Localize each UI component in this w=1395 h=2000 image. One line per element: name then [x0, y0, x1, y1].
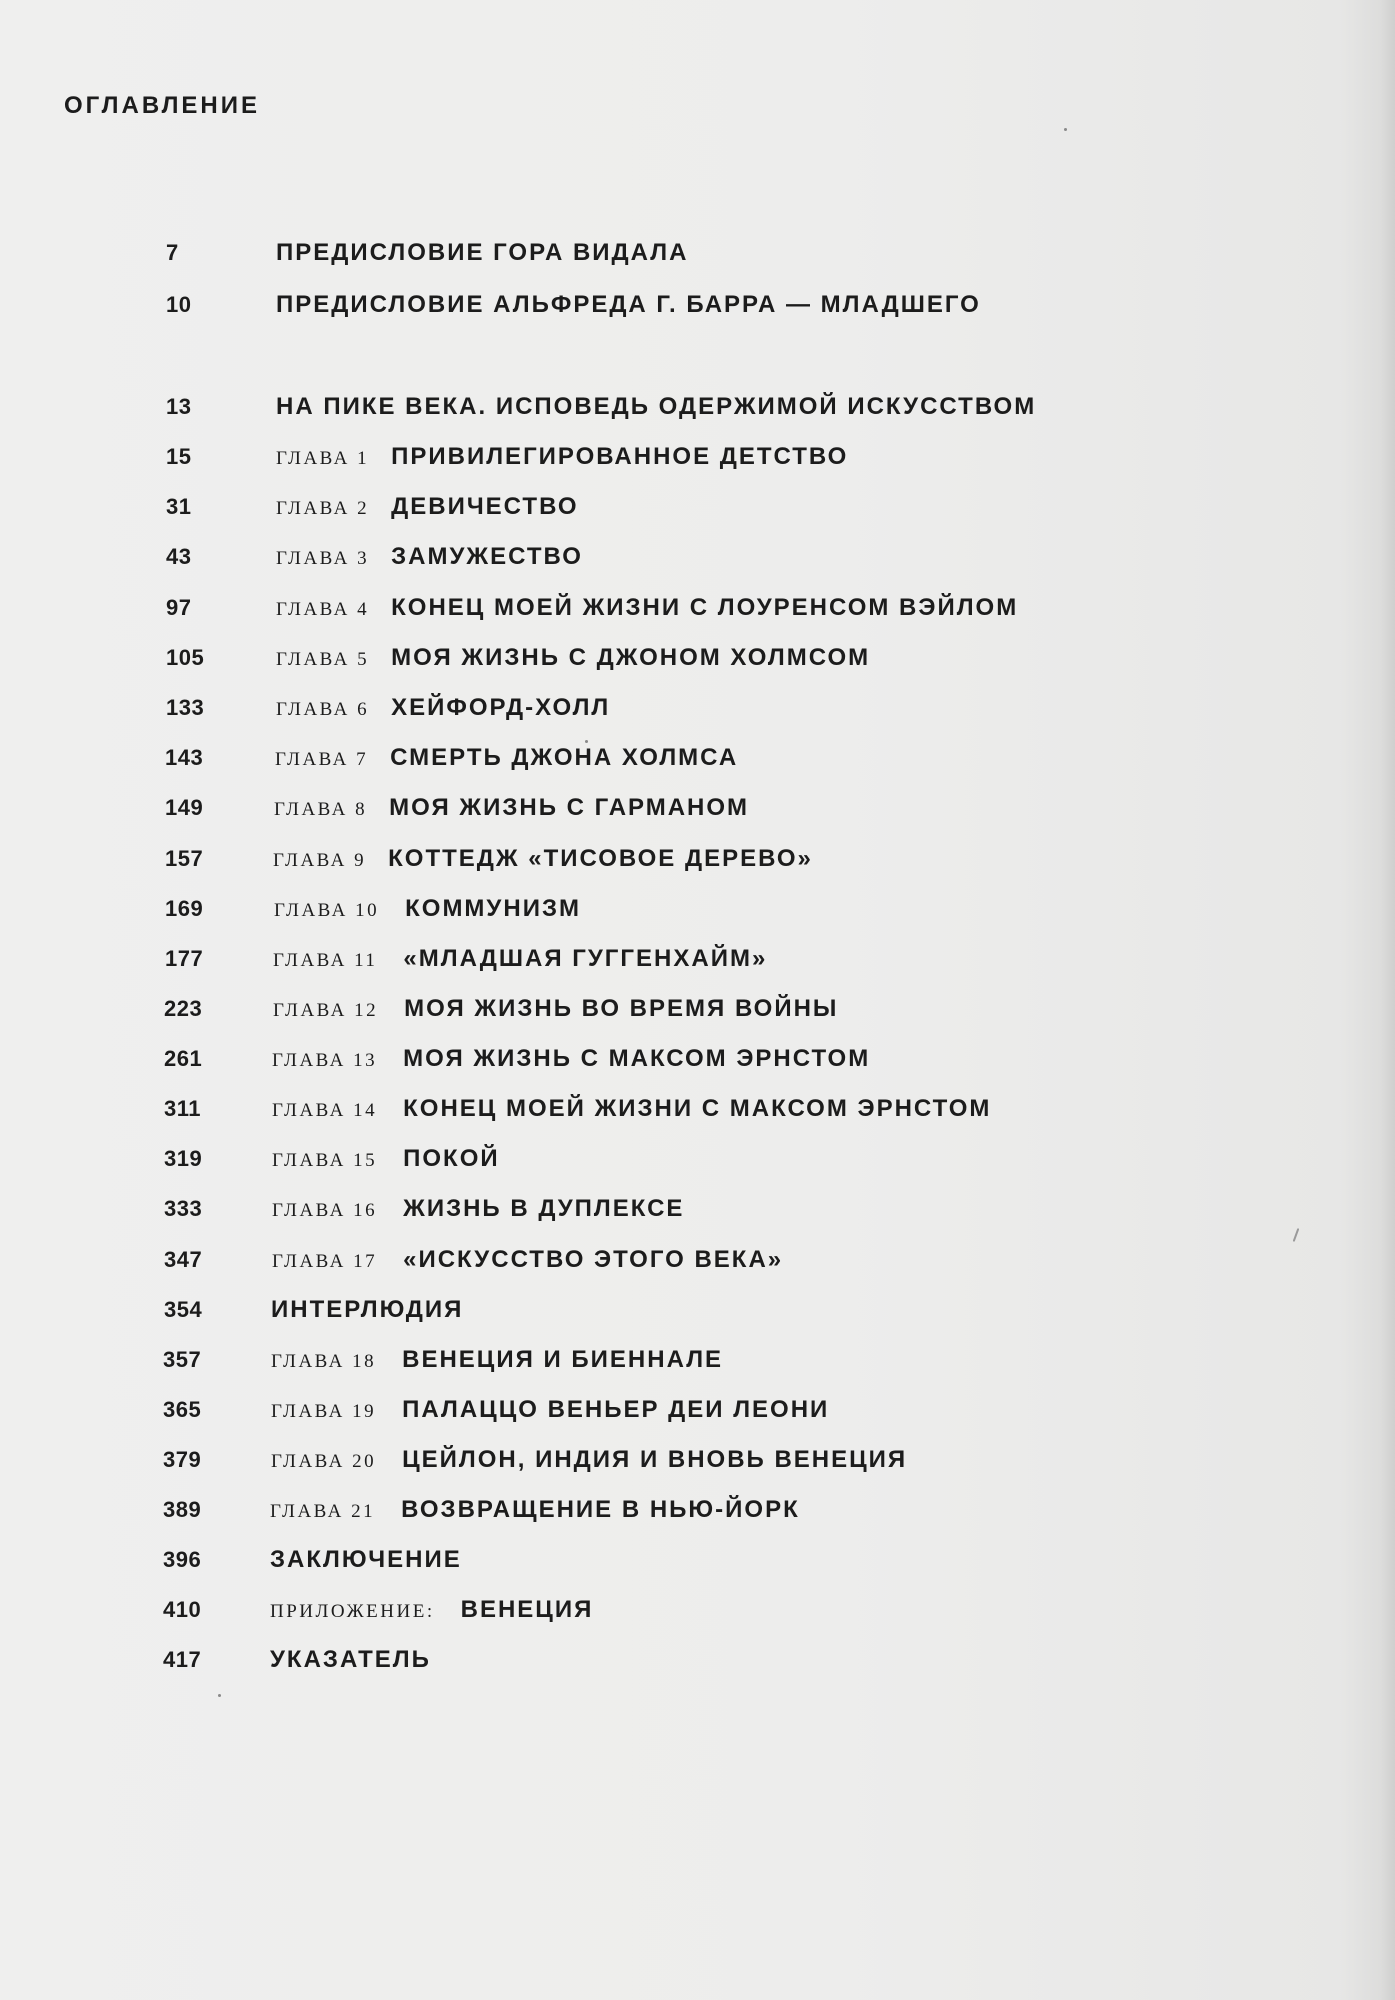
- toc-page-number: 177: [165, 946, 204, 971]
- toc-page-number: 311: [164, 1096, 201, 1121]
- toc-chapter-title: «ИСКУССТВО ЭТОГО ВЕКА»: [403, 1246, 784, 1273]
- toc-chapter-label: ГЛАВА 15: [272, 1150, 378, 1171]
- toc-title-block: [275, 741, 738, 778]
- toc-chapter-title: ЦЕЙЛОН, ИНДИЯ И ВНОВЬ ВЕНЕЦИЯ: [402, 1446, 908, 1473]
- toc-chapter-title: НА ПИКЕ ВЕКА. ИСПОВЕДЬ ОДЕРЖИМОЙ ИСКУССТВОМ: [276, 393, 1037, 420]
- toc-chapter-label: ГЛАВА 3: [276, 548, 370, 569]
- toc-chapter-title: ВЕНЕЦИЯ: [460, 1596, 594, 1623]
- toc-title-block: [271, 1393, 829, 1430]
- toc-page-number: 13: [166, 394, 192, 419]
- toc-chapter-title: ВЕНЕЦИЯ И БИЕННАЛЕ: [402, 1346, 724, 1373]
- toc-title-block: [276, 440, 848, 477]
- toc-chapter-label: ГЛАВА 17: [272, 1251, 378, 1272]
- toc-chapter-title: ПРЕДИСЛОВИЕ АЛЬФРЕДА Г. БАРРА — МЛАДШЕГО: [276, 291, 981, 318]
- toc-chapter-label: ГЛАВА 13: [272, 1050, 378, 1071]
- toc-title-block: [276, 641, 870, 678]
- toc-title-block: [270, 1493, 800, 1530]
- toc-chapter-label: ГЛАВА 6: [276, 699, 370, 720]
- toc-title-block: [272, 1243, 783, 1280]
- toc-title-block: [271, 1293, 463, 1330]
- toc-chapter-label: ГЛАВА 16: [272, 1200, 378, 1221]
- toc-title-block: [274, 791, 749, 828]
- toc-chapter-label: ГЛАВА 8: [274, 799, 368, 820]
- toc-chapter-label: ГЛАВА 5: [276, 649, 370, 670]
- toc-page-number: 169: [165, 896, 204, 921]
- toc-page-number: 354: [164, 1297, 203, 1322]
- toc-title-block: [272, 1192, 684, 1229]
- toc-chapter-title: КОНЕЦ МОЕЙ ЖИЗНИ С МАКСОМ ЭРНСТОМ: [403, 1095, 992, 1122]
- toc-chapter-label: ГЛАВА 7: [275, 749, 369, 770]
- toc-chapter-title: ЖИЗНЬ В ДУПЛЕКСЕ: [403, 1195, 685, 1222]
- toc-title-block: [272, 1142, 500, 1179]
- toc-page-number: 31: [166, 494, 192, 519]
- toc-page-number: 105: [166, 645, 205, 670]
- toc-page-number: 379: [163, 1447, 202, 1472]
- toc-title-block: [276, 490, 578, 527]
- toc-title-block: [276, 288, 981, 325]
- toc-page-number: 43: [166, 544, 192, 569]
- toc-page-number: 157: [165, 846, 204, 871]
- toc-page-number: 396: [163, 1547, 202, 1572]
- toc-page-number: 7: [166, 240, 179, 265]
- toc-chapter-label: ГЛАВА 11: [273, 950, 378, 971]
- toc-title-block: [276, 540, 583, 577]
- toc-page-number: 143: [165, 745, 204, 770]
- toc-chapter-label: ГЛАВА 19: [271, 1401, 377, 1422]
- toc-chapter-title: КОТТЕДЖ «ТИСОВОЕ ДЕРЕВО»: [388, 845, 813, 872]
- toc-chapter-label: ГЛАВА 10: [274, 900, 380, 921]
- toc-chapter-label: ПРИЛОЖЕНИЕ:: [270, 1601, 435, 1622]
- toc-chapter-title: ДЕВИЧЕСТВО: [391, 493, 579, 520]
- toc-chapter-label: ГЛАВА 4: [276, 599, 370, 620]
- toc-page-number: 223: [164, 996, 203, 1021]
- toc-page-number: 417: [163, 1647, 202, 1672]
- toc-chapter-title: УКАЗАТЕЛЬ: [270, 1646, 431, 1673]
- toc-page-number: 333: [164, 1196, 203, 1221]
- toc-page-number: 347: [164, 1247, 203, 1272]
- toc-page-number: 10: [166, 292, 192, 317]
- toc-chapter-title: МОЯ ЖИЗНЬ С ГАРМАНОМ: [389, 794, 750, 821]
- toc-chapter-title: ЗАКЛЮЧЕНИЕ: [270, 1546, 462, 1573]
- toc-title-block: [273, 992, 838, 1029]
- toc-chapter-title: КОНЕЦ МОЕЙ ЖИЗНИ С ЛОУРЕНСОМ ВЭЙЛОМ: [391, 594, 1019, 621]
- toc-chapter-label: ГЛАВА 21: [270, 1501, 376, 1522]
- toc-chapter-title: ИНТЕРЛЮДИЯ: [271, 1296, 464, 1323]
- toc-page-number: 15: [166, 444, 192, 469]
- toc-title-block: [270, 1593, 593, 1630]
- toc-page-number: 261: [164, 1046, 203, 1071]
- toc-title-block: [276, 691, 610, 728]
- toc-title-block: [276, 591, 1018, 628]
- toc-title-block: [276, 236, 688, 273]
- toc-chapter-title: ХЕЙФОРД-ХОЛЛ: [391, 694, 611, 721]
- toc-chapter-title: КОММУНИЗМ: [405, 895, 581, 922]
- toc-chapter-title: ПРИВИЛЕГИРОВАННОЕ ДЕТСТВО: [391, 443, 849, 470]
- toc-title-block: [273, 942, 767, 979]
- toc-heading: ОГЛАВЛЕНИЕ: [64, 92, 261, 119]
- toc-chapter-title: МОЯ ЖИЗНЬ С МАКСОМ ЭРНСТОМ: [403, 1045, 871, 1072]
- toc-title-block: [271, 1343, 723, 1380]
- toc-chapter-title: ЗАМУЖЕСТВО: [391, 543, 583, 570]
- toc-chapter-title: МОЯ ЖИЗНЬ С ДЖОНОМ ХОЛМСОМ: [391, 644, 871, 671]
- toc-page-number: 319: [164, 1146, 203, 1171]
- toc-chapter-title: ВОЗВРАЩЕНИЕ В НЬЮ-ЙОРК: [401, 1496, 800, 1523]
- toc-page-number: 133: [166, 695, 205, 720]
- toc-chapter-label: ГЛАВА 12: [273, 1000, 379, 1021]
- toc-page-number: 389: [163, 1497, 202, 1522]
- toc-title-block: [272, 1092, 991, 1129]
- toc-page-number: 97: [166, 595, 192, 620]
- toc-title-block: [270, 1543, 462, 1580]
- toc-title-block: [272, 1042, 870, 1079]
- toc-chapter-title: «МЛАДШАЯ ГУГГЕНХАЙМ»: [403, 945, 768, 972]
- toc-page-number: 365: [163, 1397, 202, 1422]
- toc-chapter-label: ГЛАВА 14: [272, 1100, 378, 1121]
- toc-chapter-label: ГЛАВА 2: [276, 498, 370, 519]
- toc-page-number: 149: [165, 795, 204, 820]
- toc-title-block: [270, 1643, 431, 1680]
- toc-title-block: [276, 390, 1036, 427]
- toc-chapter-title: ПРЕДИСЛОВИЕ ГОРА ВИДАЛА: [276, 239, 689, 266]
- toc-chapter-label: ГЛАВА 9: [273, 850, 367, 871]
- toc-title-block: [273, 842, 813, 879]
- toc-chapter-title: МОЯ ЖИЗНЬ ВО ВРЕМЯ ВОЙНЫ: [404, 995, 839, 1022]
- toc-chapter-title: ПАЛАЦЦО ВЕНЬЕР ДЕИ ЛЕОНИ: [402, 1396, 830, 1423]
- toc-chapter-title: ПОКОЙ: [403, 1145, 500, 1172]
- toc-page-number: 410: [163, 1597, 202, 1622]
- toc-page-number: 357: [163, 1347, 202, 1372]
- toc-title-block: [274, 892, 581, 929]
- toc-chapter-title: СМЕРТЬ ДЖОНА ХОЛМСА: [390, 744, 739, 771]
- toc-chapter-label: ГЛАВА 18: [271, 1351, 377, 1372]
- toc-chapter-label: ГЛАВА 20: [271, 1451, 377, 1472]
- toc-title-block: [271, 1443, 907, 1480]
- toc-chapter-label: ГЛАВА 1: [276, 448, 370, 469]
